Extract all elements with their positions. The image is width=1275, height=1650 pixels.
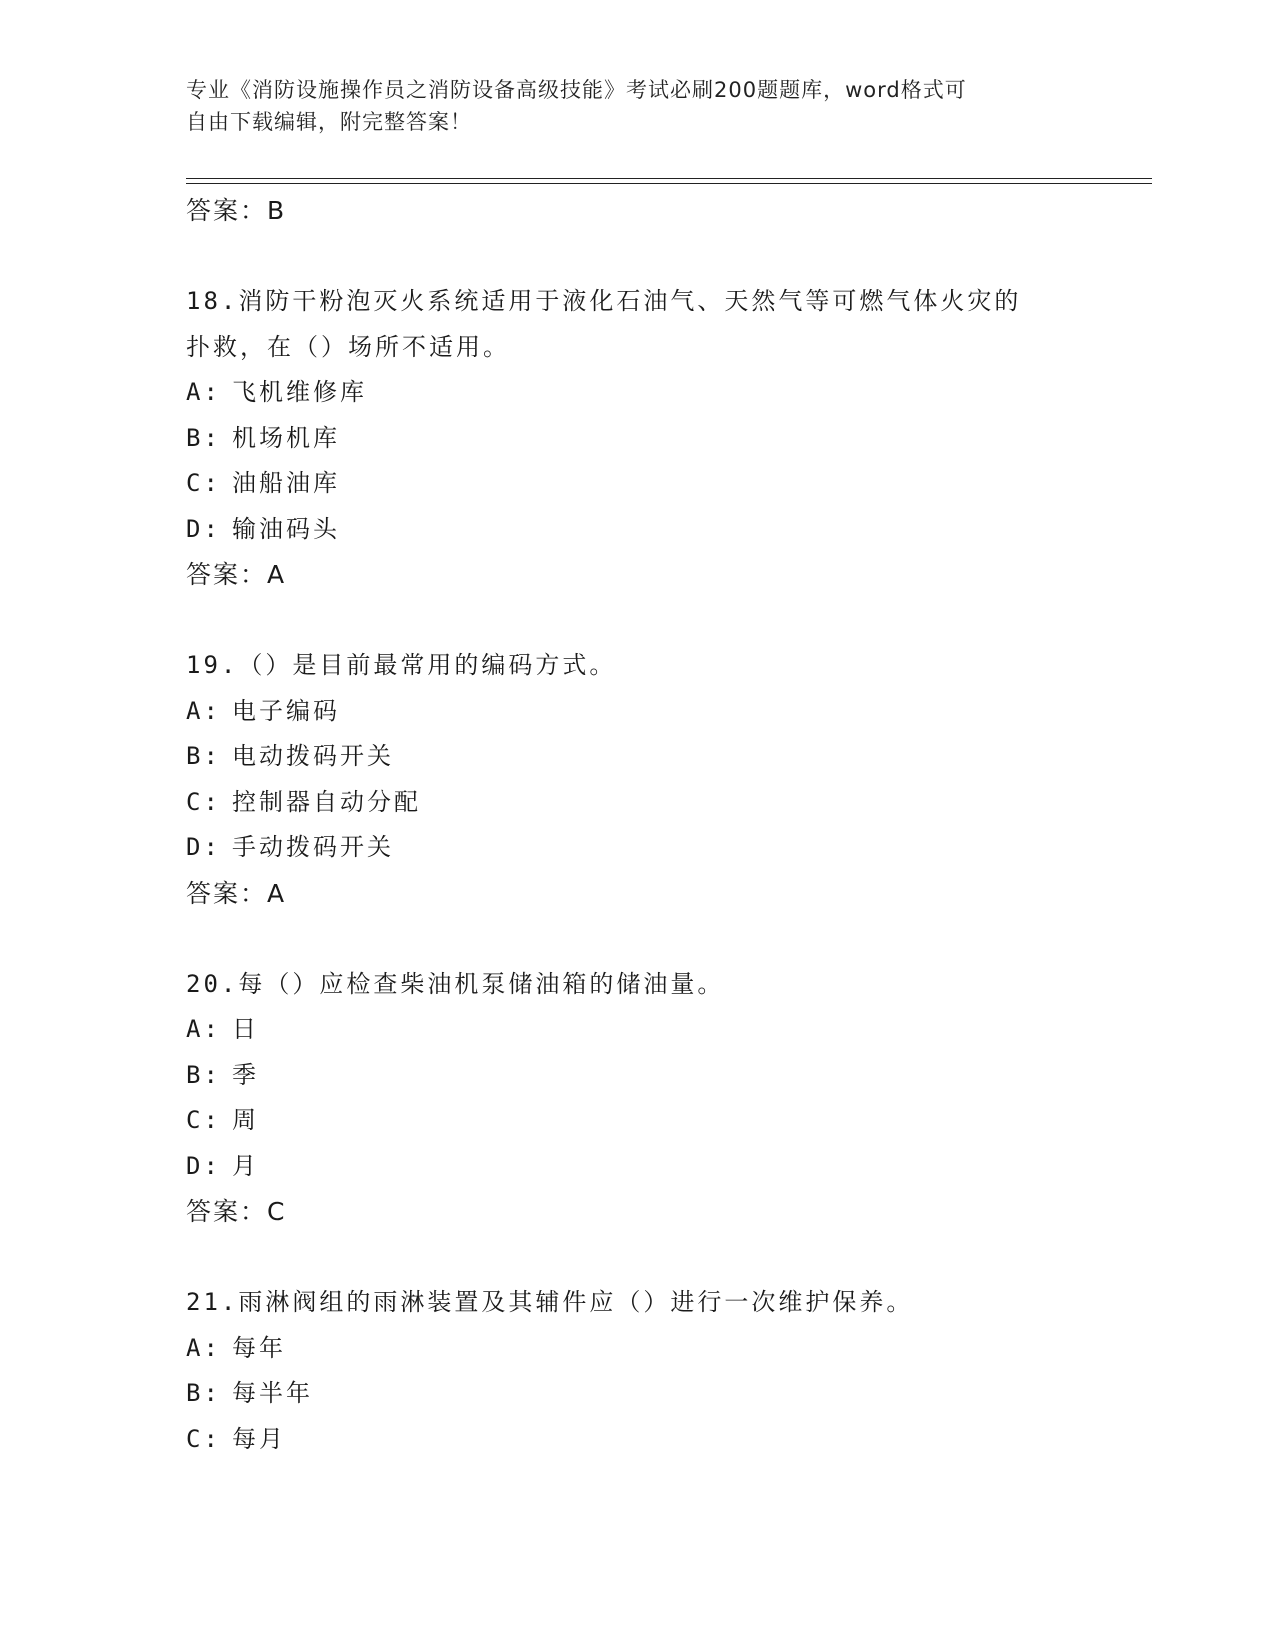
option-c [186,780,1152,826]
option-text: 手动拨码开关 [232,833,394,861]
option-d [186,507,1152,553]
header-line-1: 专业《消防设施操作员之消防设备高级技能》考试必刷200题题库，word格式可 [186,78,967,102]
option-a [186,689,1152,735]
option-text: 电动拨码开关 [232,742,394,770]
option-text: 飞机维修库 [232,378,367,406]
option-label: C: [186,787,221,816]
answer-line: 答案：C [186,1197,287,1226]
option-text: 电子编码 [232,696,340,725]
option-label: C: [186,1424,221,1453]
spacer [186,916,1152,962]
option-label: D: [186,833,221,861]
option-label: D: [186,514,221,543]
option-text: 输油码头 [232,514,340,543]
option-d [186,825,1152,871]
document-body [186,188,1152,1462]
option-text: 控制器自动分配 [232,787,421,816]
spacer [186,234,1152,280]
answer-line: 答案：A [186,878,287,908]
option-b [186,1371,1152,1417]
option-text: 机场机库 [232,423,340,452]
option-label: B: [186,423,221,452]
option-text: 周 [232,1106,259,1134]
option-label: B: [186,1060,221,1089]
option-c [186,1098,1152,1144]
question-stem: 20.每（）应检查柴油机泵储油箱的储油量。 [186,969,725,998]
option-d [186,1144,1152,1190]
option-a [186,1326,1152,1372]
question-block [186,1280,1152,1462]
option-text: 油船油库 [232,469,340,497]
question-stem: 扑救，在（）场所不适用。 [186,332,510,361]
option-c [186,1417,1152,1463]
question-block [186,643,1152,916]
option-label: D: [186,1151,221,1180]
option-a [186,370,1152,416]
option-text: 季 [232,1060,259,1089]
option-a [186,1007,1152,1053]
option-label: A: [186,1333,221,1362]
option-b [186,734,1152,780]
option-label: C: [186,1106,221,1134]
option-label: A: [186,696,221,725]
option-text: 每半年 [232,1379,313,1407]
option-label: C: [186,469,221,497]
question-stem: 19.（）是目前最常用的编码方式。 [186,651,617,679]
option-b [186,1053,1152,1099]
spacer [186,598,1152,644]
answer-line: 答案：B [186,196,287,225]
option-label: A: [186,378,221,406]
header-divider [186,178,1152,184]
answer-line: 答案：A [186,560,287,589]
question-stem: 21.雨淋阀组的雨淋装置及其辅件应（）进行一次维护保养。 [186,1288,914,1316]
option-label: B: [186,1379,221,1407]
option-text: 每年 [232,1333,286,1362]
option-label: A: [186,1015,221,1043]
question-block [186,279,1152,598]
option-text: 月 [232,1151,259,1180]
option-c [186,461,1152,507]
option-text: 每月 [232,1424,286,1453]
option-b [186,416,1152,462]
header-line-2: 自由下载编辑，附完整答案！ [186,110,472,134]
question-stem: 18.消防干粉泡灭火系统适用于液化石油气、天然气等可燃气体火灾的 [186,287,1022,315]
option-label: B: [186,742,221,770]
option-text: 日 [232,1015,259,1043]
spacer [186,1235,1152,1281]
page-header [186,74,1066,138]
question-block [186,962,1152,1235]
